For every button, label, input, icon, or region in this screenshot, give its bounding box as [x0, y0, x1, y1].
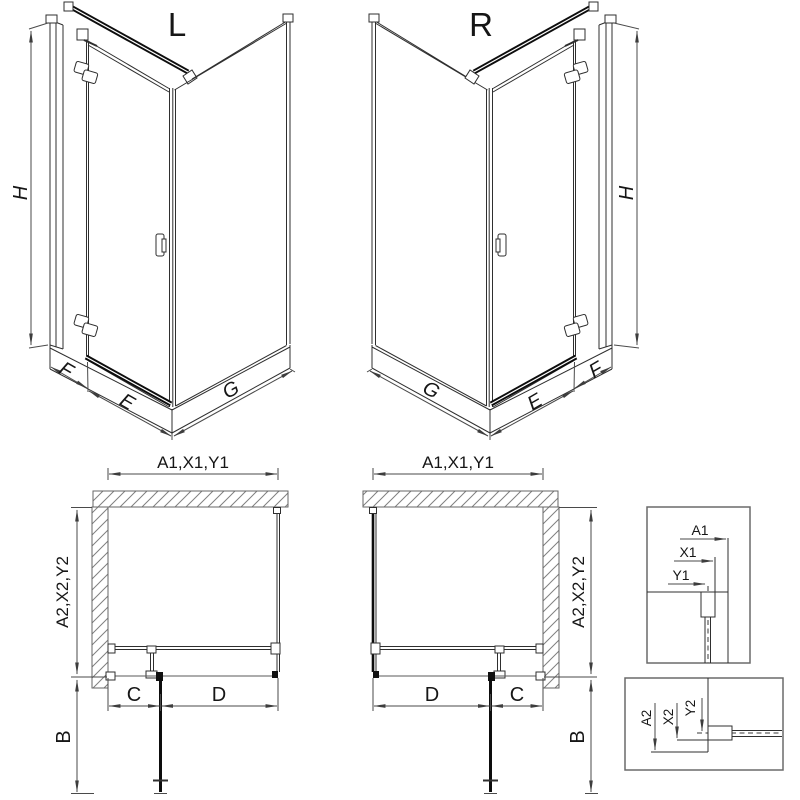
- detail-dim-x1: X1: [679, 544, 697, 560]
- wall-side-hatch-left: [92, 507, 108, 688]
- view-title-left: L: [167, 6, 187, 43]
- detail-dim-a1: A1: [691, 522, 709, 538]
- svg-text:C: C: [509, 684, 525, 706]
- svg-text:H: H: [10, 185, 32, 201]
- door-handle-icon-right: [496, 234, 506, 256]
- svg-text:E: E: [115, 389, 139, 416]
- svg-text:H: H: [616, 185, 638, 201]
- svg-text:E: E: [523, 389, 547, 416]
- dim-a1x1y1-right: A1,X1,Y1: [422, 453, 494, 472]
- svg-text:G: G: [218, 376, 244, 404]
- svg-text:A2,X2,Y2: A2,X2,Y2: [53, 556, 72, 628]
- detail-box-bottom: [625, 678, 783, 770]
- svg-text:B: B: [567, 730, 589, 744]
- svg-text:B: B: [53, 730, 75, 744]
- detail-box-top: [647, 507, 750, 663]
- svg-text:G: G: [418, 376, 444, 404]
- svg-text:A2,X2,Y2: A2,X2,Y2: [569, 556, 588, 628]
- detail-dim-a2: A2: [639, 709, 654, 727]
- svg-text:F: F: [585, 357, 607, 383]
- dim-a1x1y1-left: A1,X1,Y1: [157, 453, 229, 472]
- wall-side-hatch-right: [543, 507, 559, 688]
- svg-text:F: F: [55, 357, 77, 383]
- detail-dim-x2: X2: [661, 708, 676, 726]
- svg-text:D: D: [424, 684, 440, 706]
- view-title-right: R: [469, 6, 493, 43]
- detail-dim-y2: Y2: [683, 699, 698, 717]
- svg-text:C: C: [126, 684, 142, 706]
- svg-text:D: D: [211, 684, 227, 706]
- detail-dim-y1: Y1: [672, 567, 690, 583]
- door-handle-icon-left: [156, 234, 166, 256]
- wall-top-hatch-left: [93, 491, 288, 507]
- wall-top-hatch-right: [363, 491, 558, 507]
